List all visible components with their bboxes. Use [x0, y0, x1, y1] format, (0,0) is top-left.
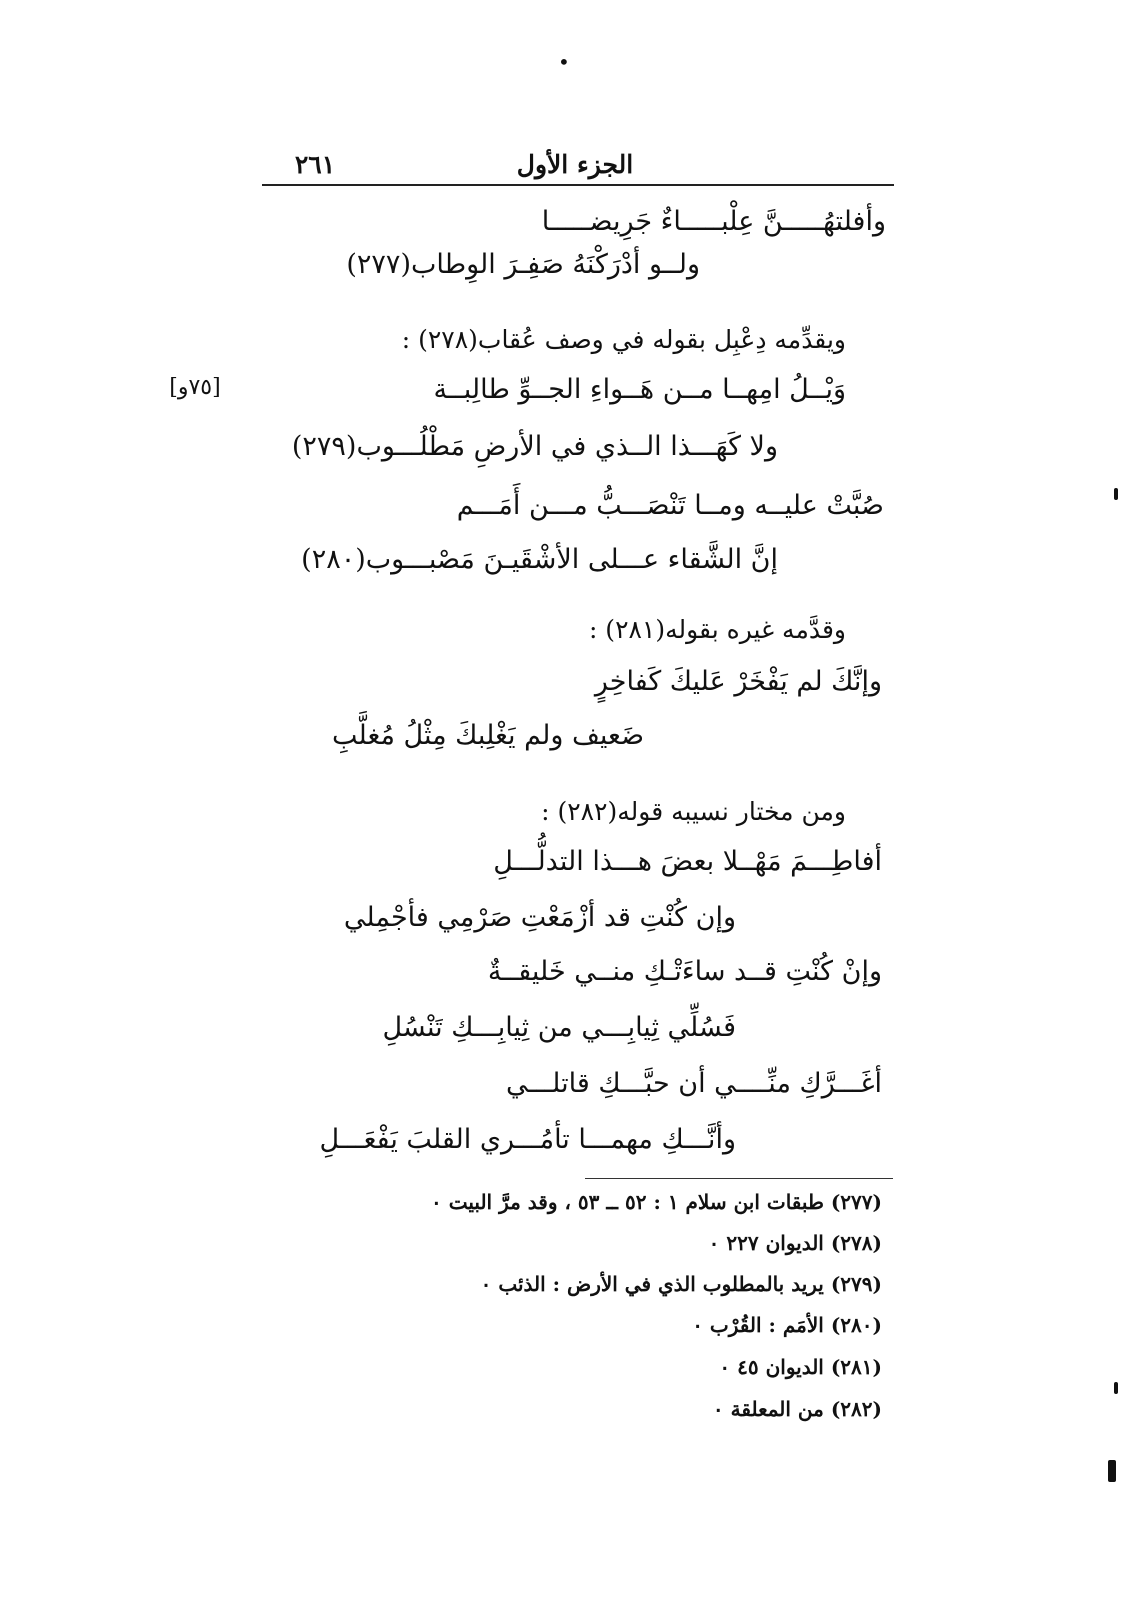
header-rule [262, 184, 894, 186]
verse-line: فَسُلِّي ثِيابِـــي من ثِيابِـــكِ تَنْسُلِ [382, 1012, 736, 1043]
footnote: (٢٨١) الديوان ٤٥ ٠ [719, 1355, 882, 1379]
page-number: ٢٦١ [294, 150, 336, 179]
verse-line: ولــو أدْرَكْنَهُ صَفِـرَ الوِطاب(٢٧٧) [346, 249, 700, 280]
scan-edge-mark [1108, 1460, 1116, 1482]
footnote-rule [585, 1178, 893, 1179]
verse-line: أفاطِـــمَ مَهْــلا بعضَ هـــذا التدلُّـــلِ [493, 846, 882, 877]
verse-line: وأنَّـــكِ مهمـــا تأمُـــري القلبَ يَفْعَـــلِ [319, 1124, 736, 1155]
verse-line: ولا كَهَـــذا الــذي في الأرضِ مَطْلُـــوب(٢٧٩) [291, 431, 778, 462]
verse-line: وأفلتهُـــــنَّ عِلْبـــــاءٌ جَرِيضـــــا [541, 206, 886, 237]
footnote: (٢٧٨) الديوان ٢٢٧ ٠ [708, 1231, 882, 1255]
verse-line: وإن كُنْتِ قد أزْمَعْتِ صَرْمِي فأجْمِلي [343, 902, 736, 933]
prose-line: ويقدِّمه دِعْبِل بقوله في وصف عُقاب(٢٧٨) : [401, 325, 846, 354]
prose-line: ومن مختار نسيبه قوله(٢٨٢) : [541, 797, 846, 826]
scan-edge-mark [1114, 488, 1118, 500]
footnote: (٢٧٧) طبقات ابن سلام ١ : ٥٢ ــ ٥٣ ، وقد مرَّ البيت ٠ [431, 1190, 882, 1214]
verse-line: أغَـــرَّكِ منِّــــي أن حبَّـــكِ قاتلـــي [505, 1068, 882, 1099]
verse-line: وإنْ كُنْتِ قــد ساءَتْـكِ منــي خَليقــةٌ [487, 956, 882, 987]
verse-line: وَيْــلُ امِهــا مــن هَــواءِ الجــوِّ طالِبــة [433, 374, 846, 405]
verse-line: ضَعيف ولم يَغْلِبكَ مِثْلُ مُغلَّبِ [332, 720, 644, 751]
footnote: (٢٨٢) من المعلقة ٠ [712, 1397, 882, 1421]
scan-edge-mark [1114, 1382, 1118, 1394]
prose-line: وقدَّمه غيره بقوله(٢٨١) : [588, 615, 846, 644]
folio-margin-note: [٧٥و] [169, 375, 221, 400]
footnote: (٢٧٩) يريد بالمطلوب الذي في الأرض : الذئب ٠ [480, 1272, 882, 1296]
stray-mark: • [558, 50, 570, 74]
verse-line: صُبَّتْ عليــه ومــا تَنْصَـــبُّ مـــن أَمَـــم [456, 490, 884, 521]
verse-line: وإنَّكَ لم يَفْخَرْ عَليكَ كَفاخِرٍ [594, 666, 882, 697]
footnote: (٢٨٠) الأمَم : القُرْب ٠ [692, 1313, 882, 1337]
running-header-title: الجزء الأول [516, 150, 634, 179]
verse-line: إنَّ الشَّقاء عـــلى الأشْقَيـنَ مَصْبـــوب(٢٨٠) [301, 544, 778, 575]
